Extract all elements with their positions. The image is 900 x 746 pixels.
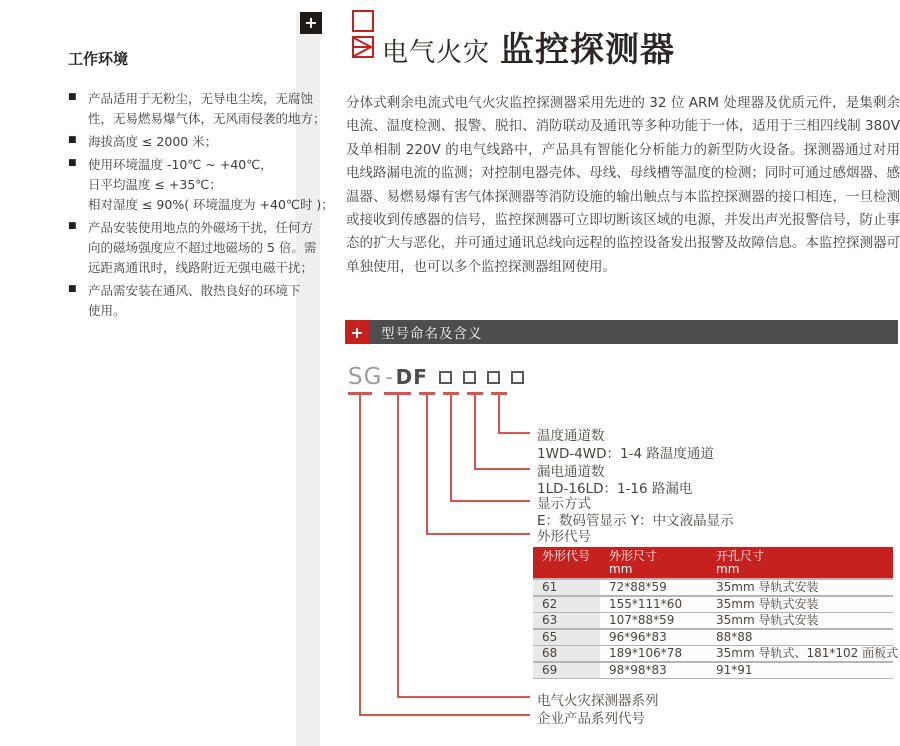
model-placeholder-box bbox=[511, 371, 524, 384]
cell-hole-size: 91*91 bbox=[707, 663, 893, 678]
cell-shape-code: 63 bbox=[533, 613, 600, 628]
product-description: 分体式剩余电流式电气火灾监控探测器采用先进的 32 位 ARM 处理器及优质元件，是集剩余电流、温度检测、报警、脱扣、消防联动及通讯等多种功能于一体，适用于三相四线制 380V 及单相制 220V 的电气线路中，产品具有智能化分析能力的新型防火设备。探测器通过对用电线路漏电流的监测；对控制电器壳体、母线、母线槽等温度的检测；同时可通过感烟器、感温器、易燃易爆有害气体探测器等消防设施的输出触点与本监控探测器的接口相连，一旦检测或接收到传感器的信号，监控探测器可立即切断该区域的电源，并发出声光报警信号，防止事态的扩大与恶化，并可通过通讯总线向远程的监控设备发出报警及故障信息。本监控探测器可单独使用，也可以多个监控探测器组网使用。 bbox=[346, 95, 900, 275]
section-header bbox=[345, 320, 898, 344]
square-outline-icon bbox=[352, 10, 374, 32]
list-item-line: 远距离通讯时，线路附近无强电磁干扰； bbox=[88, 260, 314, 275]
bullet-square-icon: ■ bbox=[68, 284, 77, 294]
model-placeholder-box bbox=[487, 371, 500, 384]
cell-outer-size: 189*106*78 bbox=[600, 646, 707, 661]
section-plus-icon: + bbox=[345, 320, 369, 344]
cell-hole-size: 35mm 导轨式安装 bbox=[707, 597, 893, 612]
cell-outer-size: 96*96*83 bbox=[600, 630, 707, 645]
cell-shape-code: 65 bbox=[533, 630, 600, 645]
list-item-line: 使用环境温度 -10℃ ~ +40℃， bbox=[88, 157, 273, 172]
cell-shape-code: 61 bbox=[533, 580, 600, 595]
list-item-line: 海拔高度 ≤ 2000 米； bbox=[88, 134, 218, 149]
connector-line bbox=[498, 395, 500, 434]
table-header-cell: 开孔尺寸 mm bbox=[716, 549, 765, 576]
sidebar-title: 工作环境 bbox=[68, 50, 129, 68]
list-item-line: 产品需安装在通风、散热良好的环境下 bbox=[88, 283, 301, 298]
diagram-label-leak-channels-desc: 1LD-16LD：1-16 路漏电 bbox=[537, 481, 693, 497]
page-title-bold: 监控探测器 bbox=[500, 30, 676, 70]
list-item bbox=[68, 154, 334, 214]
diagram-label-detector-series: 电气火灾探测器系列 bbox=[537, 693, 659, 709]
model-code bbox=[348, 364, 524, 390]
model-prefix: SG bbox=[348, 364, 383, 390]
diagram-label-display-mode: 显示方式 bbox=[537, 496, 591, 512]
table-row bbox=[533, 578, 893, 595]
model-series: DF bbox=[395, 365, 428, 389]
connector-line bbox=[426, 533, 530, 535]
list-item-line: 使用。 bbox=[88, 303, 126, 318]
table-row bbox=[533, 644, 899, 661]
cell-shape-code: 69 bbox=[533, 663, 600, 678]
list-item-line: 相对湿度 ≤ 90%( 环境温度为 +40℃时 )； bbox=[88, 197, 334, 212]
connector-line bbox=[359, 395, 361, 716]
cell-outer-size: 155*111*60 bbox=[600, 597, 707, 612]
list-item bbox=[68, 131, 320, 151]
connector-line bbox=[397, 395, 399, 698]
list-item-line: 日平均温度 ≤ +35℃； bbox=[88, 177, 222, 192]
diagram-label-temp-channels-desc: 1WD-4WD：1-4 路温度通道 bbox=[537, 446, 714, 462]
table-header-row bbox=[533, 547, 893, 578]
cell-hole-size: 35mm 导轨式、181*102 面板式 bbox=[707, 646, 893, 661]
list-item-line: 产品安装使用地点的外磁场干扰，任何方 bbox=[88, 220, 314, 235]
connector-line bbox=[474, 395, 476, 470]
connector-line bbox=[359, 714, 530, 716]
table-header-cell: 外形尺寸 mm bbox=[609, 549, 658, 576]
table-header-cell: 外形代号 bbox=[542, 549, 591, 563]
cell-outer-size: 98*98*83 bbox=[600, 663, 707, 678]
connector-line bbox=[498, 432, 530, 434]
diagram-label-leak-channels: 漏电通道数 bbox=[537, 464, 605, 480]
bullet-square-icon: ■ bbox=[68, 158, 77, 168]
list-item bbox=[68, 88, 326, 128]
sidebar-environment-list bbox=[68, 88, 334, 323]
bullet-square-icon: ■ bbox=[68, 92, 77, 102]
connector-line bbox=[450, 395, 452, 502]
connector-line bbox=[474, 468, 530, 470]
cell-shape-code: 62 bbox=[533, 597, 600, 612]
diagram-label-temp-channels: 温度通道数 bbox=[537, 428, 605, 444]
section-title: 型号命名及含义 bbox=[381, 326, 483, 342]
brand-squares-icon bbox=[352, 10, 374, 58]
cell-outer-size: 72*88*59 bbox=[600, 580, 707, 595]
table-row bbox=[533, 628, 893, 645]
list-item-line: 产品适用于无粉尘，无导电尘埃，无腐蚀 bbox=[88, 91, 314, 106]
model-dash: - bbox=[385, 365, 393, 389]
list-item-line: 向的磁场强度应不超过地磁场的 5 倍。需 bbox=[88, 240, 317, 255]
table-row bbox=[533, 595, 893, 612]
connector-line bbox=[450, 500, 530, 502]
page-title bbox=[382, 22, 675, 71]
cell-hole-size: 35mm 导轨式安装 bbox=[707, 613, 893, 628]
table-row bbox=[533, 611, 893, 628]
list-item bbox=[68, 217, 320, 277]
plus-icon: + bbox=[300, 12, 322, 34]
cell-outer-size: 107*88*59 bbox=[600, 613, 707, 628]
model-placeholder-box bbox=[463, 371, 476, 384]
page-title-regular: 电气火灾 bbox=[382, 38, 491, 68]
cell-hole-size: 88*88 bbox=[707, 630, 893, 645]
dimensions-table bbox=[533, 547, 899, 679]
table-row bbox=[533, 661, 893, 678]
list-item bbox=[68, 280, 320, 320]
cell-hole-size: 35mm 导轨式安装 bbox=[707, 580, 893, 595]
list-item-line: 性，无易燃易爆气体，无风雨侵袭的地方； bbox=[88, 111, 326, 126]
connector-line bbox=[426, 395, 428, 535]
square-arrow-icon bbox=[352, 36, 374, 58]
cell-shape-code: 68 bbox=[533, 646, 600, 661]
connector-line bbox=[397, 696, 530, 698]
diagram-label-display-mode-desc: E：数码管显示 Y：中文液晶显示 bbox=[537, 513, 734, 529]
bullet-square-icon: ■ bbox=[68, 221, 77, 231]
model-placeholder-box bbox=[439, 371, 452, 384]
bullet-square-icon: ■ bbox=[68, 135, 77, 145]
diagram-label-shape-code: 外形代号 bbox=[537, 529, 591, 545]
diagram-label-enterprise-series: 企业产品系列代号 bbox=[537, 711, 645, 727]
